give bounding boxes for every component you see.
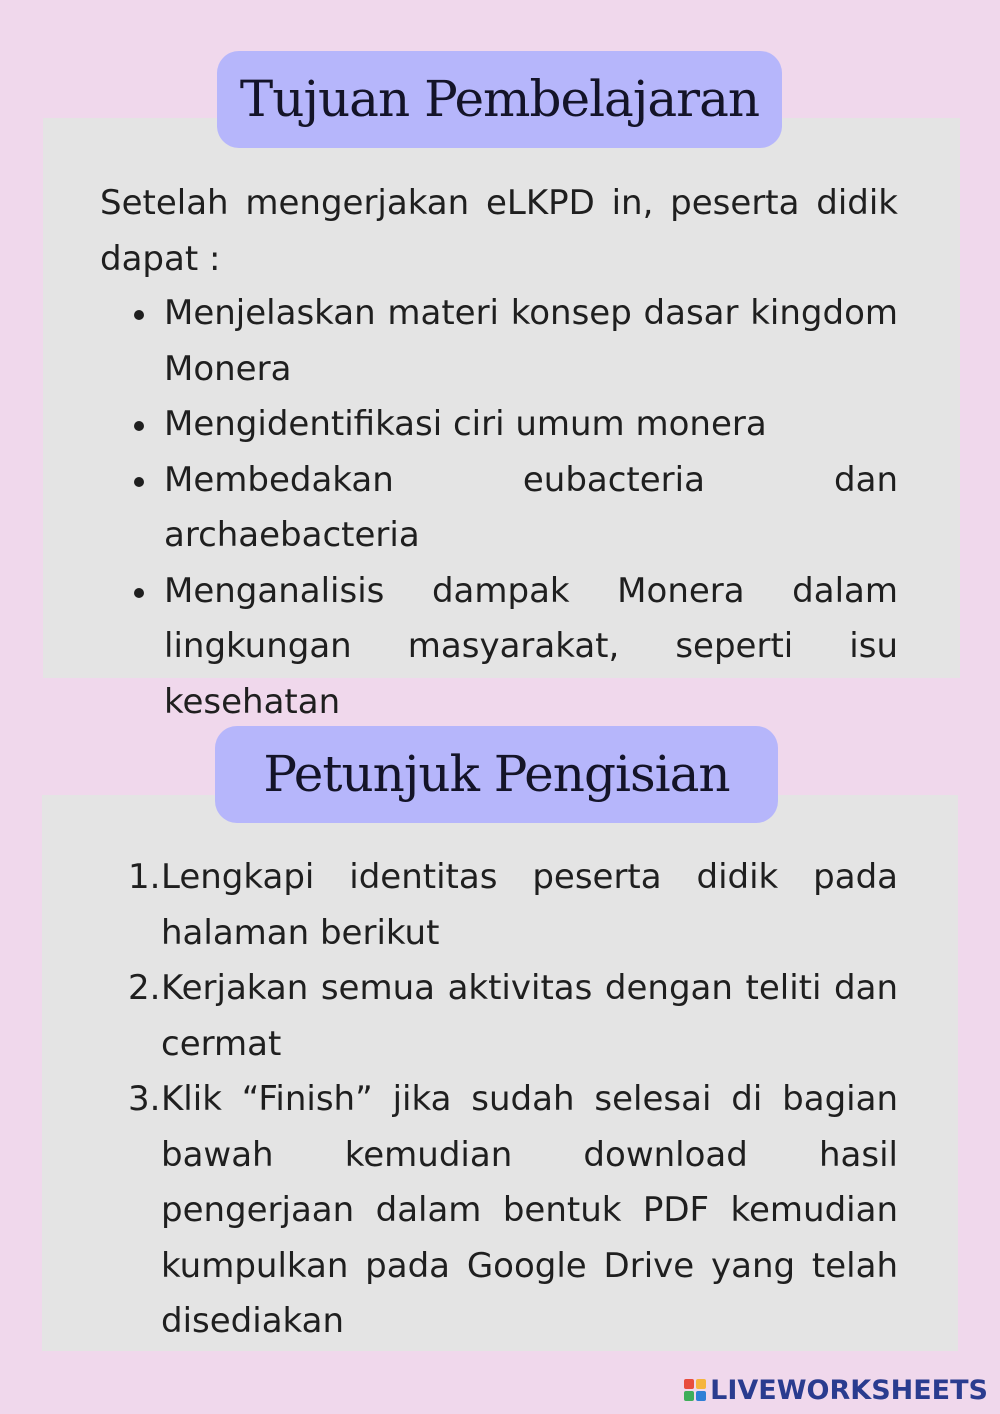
instructions-title: Petunjuk Pengisian [215, 726, 778, 823]
learning-goals-intro: Setelah mengerjakan eLKPD in, peserta didik dapat : [100, 183, 898, 279]
learning-goal-text: Menganalisis dampak Monera dalam lingkungan masyarakat, seperti isu kesehatan [164, 570, 898, 722]
learning-goal-item [100, 397, 898, 453]
logo-tile-e [696, 1391, 706, 1401]
step-number: 3. [128, 1079, 161, 1119]
instruction-step [100, 850, 898, 961]
step-number: 1. [128, 857, 161, 897]
learning-goal-item [100, 453, 898, 564]
instruction-step [100, 961, 898, 1072]
learning-goals-list [100, 286, 898, 730]
learning-goal-text: Mengidentifikasi ciri umum monera [164, 404, 767, 444]
step-text: Klik “Finish” jika sudah selesai di bagian bawah kemudian download hasil pengerjaan dalam bentuk PDF kemudian kumpulkan pada Google Drive yang telah disediakan [161, 1079, 898, 1341]
logo-tile-l [684, 1379, 694, 1389]
step-text: Kerjakan semua aktivitas dengan teliti dan cermat [161, 968, 898, 1064]
learning-goal-text: Menjelaskan materi konsep dasar kingdom Monera [164, 293, 898, 389]
learning-goals-title: Tujuan Pembelajaran [217, 51, 782, 148]
step-number: 2. [128, 968, 161, 1008]
instructions-list [100, 850, 898, 1350]
bullet-icon [134, 477, 144, 487]
bullet-icon [134, 588, 144, 598]
logo-tile-i [696, 1379, 706, 1389]
liveworksheets-logo-icon [684, 1379, 706, 1401]
liveworksheets-branding[interactable] [684, 1374, 988, 1406]
instruction-step [100, 1072, 898, 1350]
logo-tile-v [684, 1391, 694, 1401]
bullet-icon [134, 310, 144, 320]
step-text: Lengkapi identitas peserta didik pada halaman berikut [161, 857, 898, 953]
learning-goal-text: Membedakan eubacteria dan archaebacteria [164, 459, 898, 555]
brand-name: LIVEWORKSHEETS [710, 1374, 988, 1406]
bullet-icon [134, 421, 144, 431]
learning-goal-item [100, 286, 898, 397]
learning-goal-item [100, 564, 898, 731]
